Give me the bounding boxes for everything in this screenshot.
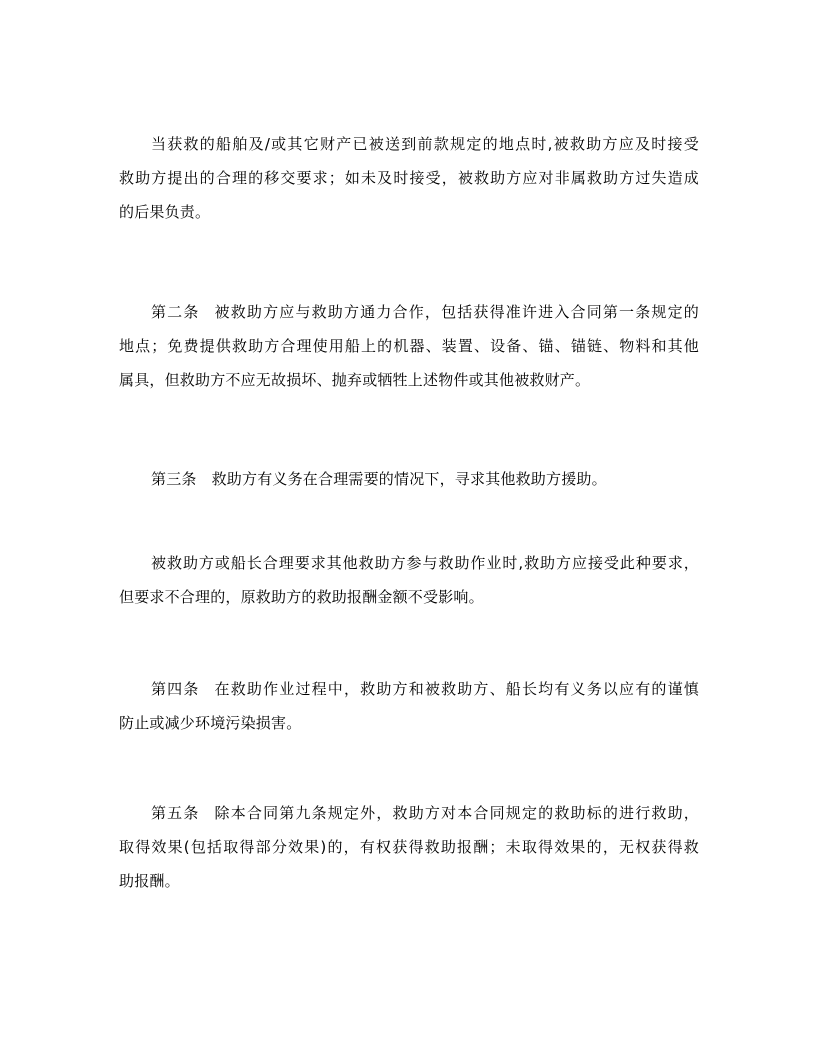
paragraph-line: 助报酬。 [119,872,180,890]
paragraph-additional-salvors [119,546,699,614]
paragraph-article-2 [119,295,699,397]
paragraph-line: 属具，但救助方不应无故损坏、抛弃或牺牲上述物件或其他被救财产。 [119,371,591,389]
line-text: 救助方有义务在合理需要的情况下，寻求其他救助方援助。 [211,470,607,488]
article-number: 第三条 [151,470,197,488]
article-number: 第四条 [151,680,200,698]
paragraph-line: 地点；免费提供救助方合理使用船上的机器、装置、设备、锚、锚链、物料和其他 [119,337,699,355]
paragraph-article-4 [119,672,699,740]
line-text: 被救助方应与救助方通力合作，包括获得准许进入合同第一条规定的 [214,303,699,321]
article-number: 第二条 [151,303,200,321]
line-text: 除本合同第九条规定外，救助方对本合同规定的救助标的进行救助， [214,804,699,822]
line-text: 在救助作业过程中，救助方和被救助方、船长均有义务以应有的谨慎 [214,680,699,698]
paragraph-line: 救助方提出的合理的移交要求；如未及时接受，被救助方应对非属救助方过失造成 [119,169,699,187]
paragraph-line: 被救助方或船长合理要求其他救助方参与救助作业时,救助方应接受此种要求， [151,554,699,572]
paragraph-line [119,672,699,706]
paragraph-line [119,462,699,496]
paragraph-line [119,295,699,329]
paragraph-line: 的后果负责。 [119,203,211,221]
paragraph-line: 防止或减少环境污染损害。 [119,714,302,732]
paragraph-line: 取得效果(包括取得部分效果)的，有权获得救助报酬；未取得效果的，无权获得救 [119,838,699,856]
paragraph-article-5 [119,796,699,898]
article-number: 第五条 [151,804,200,822]
paragraph-line [119,796,699,830]
paragraph-article-3 [119,462,699,496]
paragraph-line: 当获救的船舶及/或其它财产已被送到前款规定的地点时,被救助方应及时接受 [151,135,699,153]
paragraph-line: 但要求不合理的，原救助方的救助报酬金额不受影响。 [119,588,484,606]
paragraph-handover [119,127,699,229]
